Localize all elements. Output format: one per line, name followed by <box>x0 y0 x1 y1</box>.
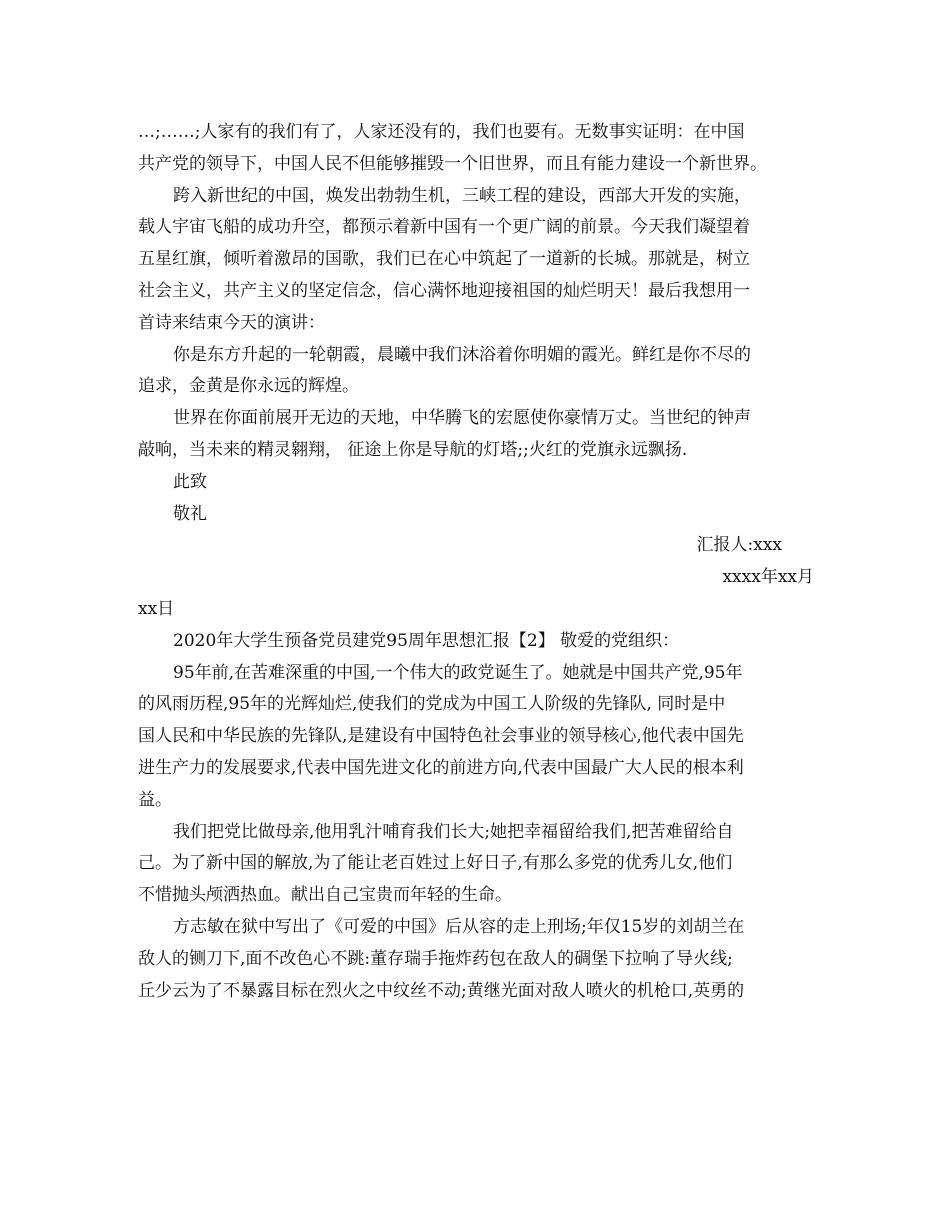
poem-first-line: 世界在你面前展开无边的天地，中华腾飞的宏愿使你豪情万丈。当世纪的钟声 <box>173 408 751 429</box>
closing-salutation: 此致 <box>173 471 207 492</box>
text-line: 己。为了新中国的解放,为了能让老百姓过上好日子,有那么多党的优秀儿女,他们 <box>138 853 733 874</box>
reporter-signature: 汇报人:xxx <box>696 535 782 556</box>
paragraph-first-line: 我们把党比做母亲,他用乳汁哺育我们长大;她把幸福留给我们,把苦难留给自 <box>173 821 734 842</box>
text-line: 五星红旗，倾听着激昂的国歌，我们已在心中筑起了一道新的长城。那就是，树立 <box>138 249 750 270</box>
text-line: 国人民和中华民族的先锋队,是建设有中国特色社会事业的领导核心,他代表中国先 <box>138 726 744 747</box>
text-line: 进生产力的发展要求,代表中国先进文化的前进方向,代表中国最广大人民的根本利 <box>138 757 744 778</box>
text-line: …;……;人家有的我们有了，人家还没有的，我们也要有。无数事实证明：在中国 <box>138 122 745 142</box>
text-line: 敲响，当未来的精灵翱翔， 征途上你是导航的灯塔;;火红的党旗永远飘扬. <box>138 439 688 460</box>
document-body <box>138 117 814 1007</box>
report-date: xxxx年xx月 <box>722 567 814 588</box>
paragraph-first-line: 跨入新世纪的中国，焕发出勃勃生机，三峡工程的建设，西部大开发的实施， <box>173 185 751 206</box>
text-line: 的风雨历程,95年的光辉灿烂,使我们的党成为中国工人阶级的先锋队, 同时是中 <box>138 694 726 715</box>
text-line: 载人宇宙飞船的成功升空，都预示着新中国有一个更广阔的前景。今天我们凝望着 <box>138 217 750 238</box>
text-line: 丘少云为了不暴露目标在烈火之中纹丝不动;黄继光面对敌人喷火的机枪口,英勇的 <box>138 980 745 1001</box>
section-title: 2020年大学生预备党员建党95周年思想汇报【2】 敬爱的党组织： <box>173 630 680 651</box>
text-line: 社会主义，共产主义的坚定信念，信心满怀地迎接祖国的灿烂明天！最后我想用一 <box>138 280 750 301</box>
closing-regards: 敬礼 <box>173 503 207 524</box>
paragraph-first-line: 95年前,在苦难深重的中国,一个伟大的政党诞生了。她就是中国共产党,95年 <box>173 662 743 683</box>
text-line: 追求，金黄是你永远的辉煌。 <box>138 376 359 397</box>
text-line: 益。 <box>138 789 172 810</box>
text-line: 共产党的领导下，中国人民不但能够摧毁一个旧世界，而且有能力建设一个新世界。 <box>138 153 767 174</box>
paragraph-first-line: 方志敏在狱中写出了《可爱的中国》后从容的走上刑场;年仅15岁的刘胡兰在 <box>173 916 745 937</box>
poem-first-line: 你是东方升起的一轮朝霞，晨曦中我们沐浴着你明媚的霞光。鲜红是你不尽的 <box>173 344 751 365</box>
text-line: 不惜抛头颅洒热血。献出自己宝贵而年轻的生命。 <box>138 885 512 906</box>
text-line: 敌人的铡刀下,面不改色心不跳:董存瑞手拖炸药包在敌人的碉堡下拉响了导火线; <box>138 948 733 969</box>
report-date-day: xx日 <box>138 598 175 619</box>
text-line: 首诗来结束今天的演讲： <box>138 312 325 333</box>
